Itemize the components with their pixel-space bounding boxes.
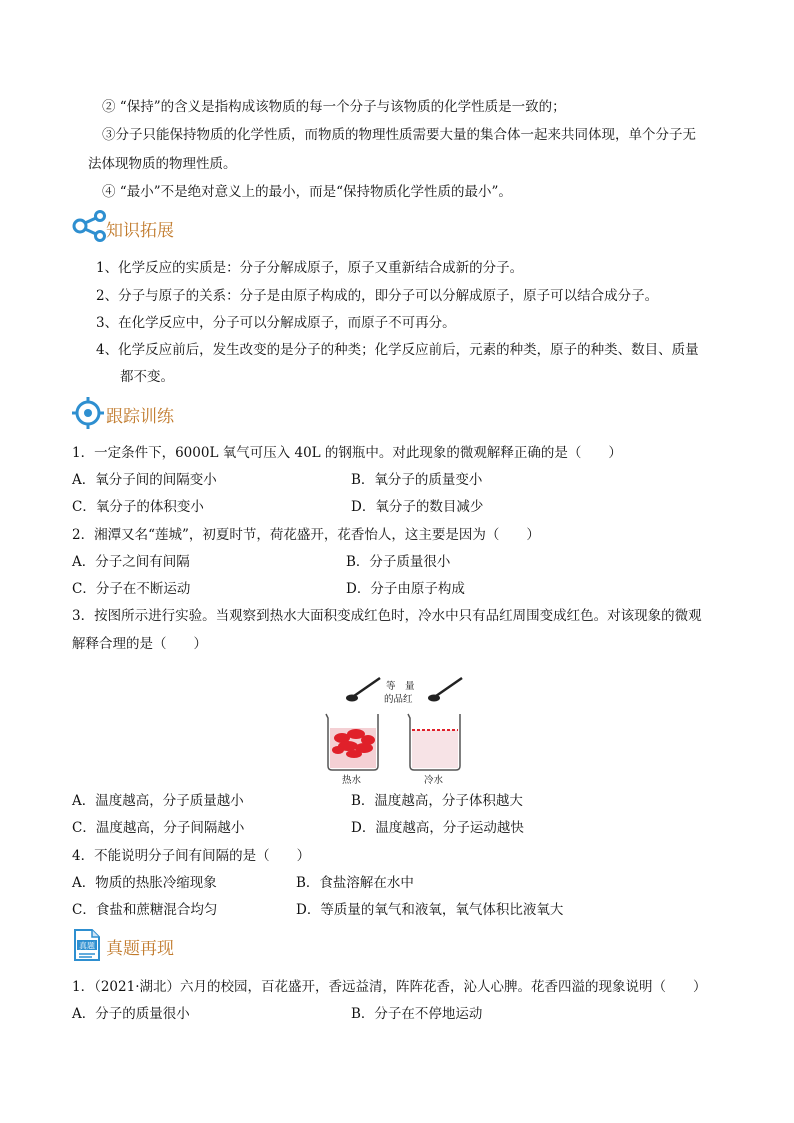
note-4: ④ “最小”不是绝对意义上的最小，而是“保持物质化学性质的最小”。 — [102, 184, 512, 200]
practice-q1-option-c: C．氧分子的体积变小 — [72, 499, 204, 515]
experiment-figure — [318, 674, 478, 786]
section-title-expand: 知识拓展 — [106, 221, 174, 241]
practice-q3-stem-line2: 解释合理的是（ ） — [72, 636, 207, 652]
expand-item-4-cont: 都不变。 — [120, 369, 174, 385]
practice-q4-option-d: D．等质量的氧气和液氧，氧气体积比液氧大 — [296, 902, 564, 918]
expand-item-4: 4、化学反应前后，发生改变的是分子的种类；化学反应前后，元素的种类，原子的种类、数目、质量 — [96, 342, 699, 358]
section-header-real — [72, 928, 272, 964]
spoon-left-icon — [346, 695, 358, 702]
practice-q4-option-b: B．食盐溶解在水中 — [296, 875, 414, 891]
note-3-line1: ③分子只能保持物质的化学性质，而物质的物理性质需要大量的集合体一起来共同体现，单个分子无 — [102, 127, 696, 143]
practice-q2-option-a: A．分子之间有间隔 — [72, 554, 190, 570]
practice-q4-option-a: A．物质的热胀冷缩现象 — [72, 875, 217, 891]
practice-q4-option-c: C．食盐和蔗糖混合均匀 — [72, 902, 218, 918]
practice-q3-option-a: A．温度越高，分子质量越小 — [72, 793, 244, 809]
practice-q2-option-d: D．分子由原子构成 — [346, 581, 465, 597]
note-2: ② “保持”的含义是指构成该物质的每一个分子与该物质的化学性质是一致的； — [102, 99, 566, 115]
document-icon-text: 真题 — [79, 941, 95, 951]
section-title-real: 真题再现 — [106, 939, 174, 959]
expand-item-2: 2、分子与原子的关系：分子是由原子构成的，即分子可以分解成原子，原子可以结合成分子。 — [96, 288, 659, 304]
expand-item-1: 1、化学反应的实质是：分子分解成原子，原子又重新结合成新的分子。 — [96, 260, 524, 276]
practice-q4-stem: 4．不能说明分子间有间隔的是（ ） — [72, 848, 311, 864]
practice-q1-stem: 1．一定条件下，6000L 氧气可压入 40L 的钢瓶中。对此现象的微观解释正确的是（ ） — [72, 445, 622, 461]
note-3-line2: 法体现物质的物理性质。 — [88, 156, 237, 172]
practice-q1-option-d: D．氧分子的数目减少 — [351, 499, 484, 515]
section-title-practice: 跟踪训练 — [106, 407, 174, 427]
document-icon — [72, 928, 102, 962]
practice-q3-option-c: C．温度越高，分子间隔越小 — [72, 820, 245, 836]
figure-label-hot: 热水 — [342, 775, 362, 786]
practice-q1-option-a: A．氧分子间的间隔变小 — [72, 472, 217, 488]
expand-item-3: 3、在化学反应中，分子可以分解成原子，而原子不可再分。 — [96, 315, 456, 331]
section-header-practice — [72, 396, 272, 432]
practice-q3-option-d: D．温度越高，分子运动越快 — [351, 820, 524, 836]
section-header-expand — [72, 210, 272, 246]
practice-q2-option-b: B．分子质量很小 — [346, 554, 451, 570]
share-nodes-icon — [72, 210, 108, 242]
practice-q3-stem-line1: 3．按图所示进行实验。当观察到热水大面积变成红色时，冷水中只有品红周围变成红色。对该现象的微观 — [72, 608, 702, 624]
practice-q1-option-b: B．氧分子的质量变小 — [351, 472, 483, 488]
spoon-right-icon — [428, 695, 440, 702]
real-q1-option-a: A．分子的质量很小 — [72, 1006, 190, 1022]
target-icon — [72, 396, 106, 430]
figure-label-top2: 的品红 — [384, 694, 413, 705]
real-q1-option-b: B．分子在不停地运动 — [351, 1006, 483, 1022]
practice-q2-stem: 2．湘潭又名“莲城”，初夏时节，荷花盛开，花香怡人，这主要是因为（ ） — [72, 527, 540, 543]
practice-q2-option-c: C．分子在不断运动 — [72, 581, 191, 597]
real-q1-stem: 1．（2021·湖北）六月的校园，百花盛开，香远益清，阵阵花香，沁人心脾。花香四溢的现象说明（ ） — [72, 979, 707, 995]
practice-q3-option-b: B．温度越高，分子体积越大 — [351, 793, 523, 809]
figure-label-cold: 冷水 — [424, 775, 444, 786]
figure-label-top1: 等 量 — [386, 681, 415, 692]
